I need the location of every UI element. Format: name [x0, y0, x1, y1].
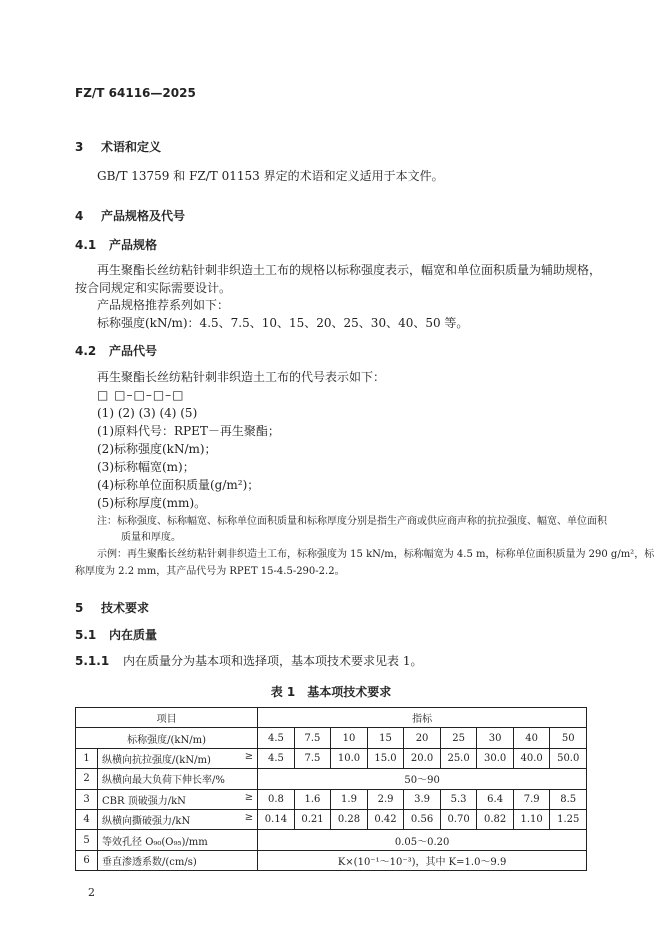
cell: 0.21 — [294, 809, 331, 829]
cell: 20.0 — [404, 748, 441, 768]
row-number: 2 — [76, 769, 98, 789]
cell: 15.0 — [367, 748, 404, 768]
clause-5-1-1 — [75, 653, 422, 669]
cell: 7.9 — [513, 789, 550, 809]
ge-symbol: ≥ — [244, 750, 254, 762]
clause-text: 内在质量分为基本项和选择项，基本项技术要求见表 1。 — [123, 654, 423, 668]
heading-5-1 — [75, 626, 157, 643]
cell: 30.0 — [477, 748, 514, 768]
list-item: (3)标称幅宽(m)； — [97, 460, 195, 474]
table-row — [76, 789, 587, 809]
paragraph: 按合同规定和实际需要设计。 — [75, 281, 232, 295]
heading-title: 内在质量 — [109, 628, 158, 642]
note: 注：标称强度、标称幅宽、标称单位面积质量和标称厚度分别是指生产商或供应商声称的抗拉强度、幅宽、单位面积 — [97, 516, 607, 527]
row-number: 1 — [76, 748, 98, 768]
cell: 5.3 — [440, 789, 477, 809]
ge-symbol: ≥ — [244, 812, 254, 824]
heading-number: 4.2 — [75, 344, 97, 358]
row-number: 3 — [76, 789, 98, 809]
header-index: 指标 — [258, 708, 587, 728]
heading-title: 术语和定义 — [101, 140, 162, 154]
heading-3 — [75, 138, 161, 155]
heading-number: 4.1 — [75, 238, 97, 252]
cell: 0.28 — [331, 809, 368, 829]
heading-4 — [75, 207, 185, 224]
page-number: 2 — [88, 886, 95, 899]
heading-title: 技术要求 — [101, 601, 150, 615]
table-row — [76, 830, 587, 850]
row-name-text: 纵横向撕破强力/kN — [102, 816, 191, 828]
cell: 1.9 — [331, 789, 368, 809]
cell: 25.0 — [440, 748, 477, 768]
row-name-text: 纵横向抗拉强度/(kN/m) — [102, 754, 211, 766]
span-cell: 50～90 — [258, 769, 587, 789]
paragraph: 产品规格推荐系列如下： — [97, 298, 230, 312]
row-number: 4 — [76, 809, 98, 829]
list-item: (5)标称厚度(mm)。 — [97, 496, 207, 510]
cell: 40.0 — [513, 748, 550, 768]
section-3-text: GB/T 13759 和 FZ/T 01153 界定的术语和定义适用于本文件。 — [97, 169, 444, 183]
cell: 50 — [550, 728, 587, 748]
standard-code: FZ/T 64116—2025 — [75, 86, 196, 100]
row-name — [98, 789, 258, 809]
cell: 10 — [331, 728, 368, 748]
row-number: 5 — [76, 830, 98, 850]
example: 示例：再生聚酯长丝纺粘针刺非织造土工布，标称强度为 15 kN/m，标称幅宽为 4.5 m，标称单位面积质量为 290 g/m²，标 — [97, 549, 655, 560]
table-row — [76, 748, 587, 768]
cell: 30 — [477, 728, 514, 748]
table-row — [76, 769, 587, 789]
cell: 0.56 — [404, 809, 441, 829]
cell: 10.0 — [331, 748, 368, 768]
cell: 7.5 — [294, 748, 331, 768]
list-item: (1)原料代号：RPET－再生聚酯； — [97, 424, 280, 438]
span-cell: K×(10⁻¹～10⁻³)，其中 K=1.0～9.9 — [258, 850, 587, 870]
heading-number: 5 — [75, 601, 84, 615]
cell: 50.0 — [550, 748, 587, 768]
row-name — [98, 748, 258, 768]
heading-title: 产品代号 — [109, 344, 158, 358]
row-name — [98, 809, 258, 829]
table-row-nominal — [76, 728, 587, 748]
code-pattern: □ □–□–□–□ — [97, 388, 185, 402]
cell: 2.9 — [367, 789, 404, 809]
header-item: 项目 — [76, 708, 258, 728]
cell: 6.4 — [477, 789, 514, 809]
clause-number: 5.1.1 — [75, 654, 110, 668]
code-markers: (1) (2) (3) (4) (5) — [97, 406, 198, 420]
heading-number: 5.1 — [75, 628, 97, 642]
heading-number: 4 — [75, 209, 84, 223]
paragraph: 再生聚酯长丝纺粘针刺非织造土工布的规格以标称强度表示，幅宽和单位面积质量为辅助规格， — [97, 263, 602, 277]
note: 质量和厚度。 — [121, 532, 181, 543]
cell: 0.8 — [258, 789, 295, 809]
cell: 8.5 — [550, 789, 587, 809]
list-item: (2)标称强度(kN/m)； — [97, 442, 217, 456]
cell: 0.14 — [258, 809, 295, 829]
paragraph: 再生聚酯长丝纺粘针刺非织造土工布的代号表示如下： — [97, 370, 386, 384]
heading-title: 产品规格 — [109, 238, 158, 252]
span-cell: 0.05～0.20 — [258, 830, 587, 850]
cell: 25 — [440, 728, 477, 748]
cell: 7.5 — [294, 728, 331, 748]
example: 称厚度为 2.2 mm，其产品代号为 RPET 15-4.5-290-2.2。 — [75, 566, 345, 577]
table-row — [76, 850, 587, 870]
row-name: 纵横向最大负荷下伸长率/% — [98, 769, 258, 789]
requirements-table — [75, 707, 587, 871]
row-number: 6 — [76, 850, 98, 870]
row-name: 垂直渗透系数/(cm/s) — [98, 850, 258, 870]
cell: 15 — [367, 728, 404, 748]
heading-number: 3 — [75, 140, 84, 154]
table-row — [76, 809, 587, 829]
cell: 3.9 — [404, 789, 441, 809]
cell: 1.10 — [513, 809, 550, 829]
heading-title: 产品规格及代号 — [101, 209, 186, 223]
cell: 40 — [513, 728, 550, 748]
cell: 4.5 — [258, 748, 295, 768]
cell: 0.82 — [477, 809, 514, 829]
row-name-text: CBR 顶破强力/kN — [102, 795, 186, 807]
cell: 4.5 — [258, 728, 295, 748]
heading-4-1 — [75, 236, 157, 253]
table-caption: 表 1 基本项技术要求 — [270, 685, 392, 699]
heading-4-2 — [75, 342, 157, 359]
cell: 0.42 — [367, 809, 404, 829]
nominal-label: 标称强度/(kN/m) — [76, 728, 258, 748]
cell: 1.25 — [550, 809, 587, 829]
cell: 20 — [404, 728, 441, 748]
cell: 0.70 — [440, 809, 477, 829]
row-name: 等效孔径 O₉₀(O₉₅)/mm — [98, 830, 258, 850]
paragraph: 标称强度(kN/m)：4.5、7.5、10、15、20、25、30、40、50 等。 — [97, 316, 469, 330]
ge-symbol: ≥ — [244, 791, 254, 803]
table-header-row — [76, 708, 587, 728]
cell: 1.6 — [294, 789, 331, 809]
heading-5 — [75, 599, 149, 616]
list-item: (4)标称单位面积质量(g/m²)； — [97, 478, 260, 492]
